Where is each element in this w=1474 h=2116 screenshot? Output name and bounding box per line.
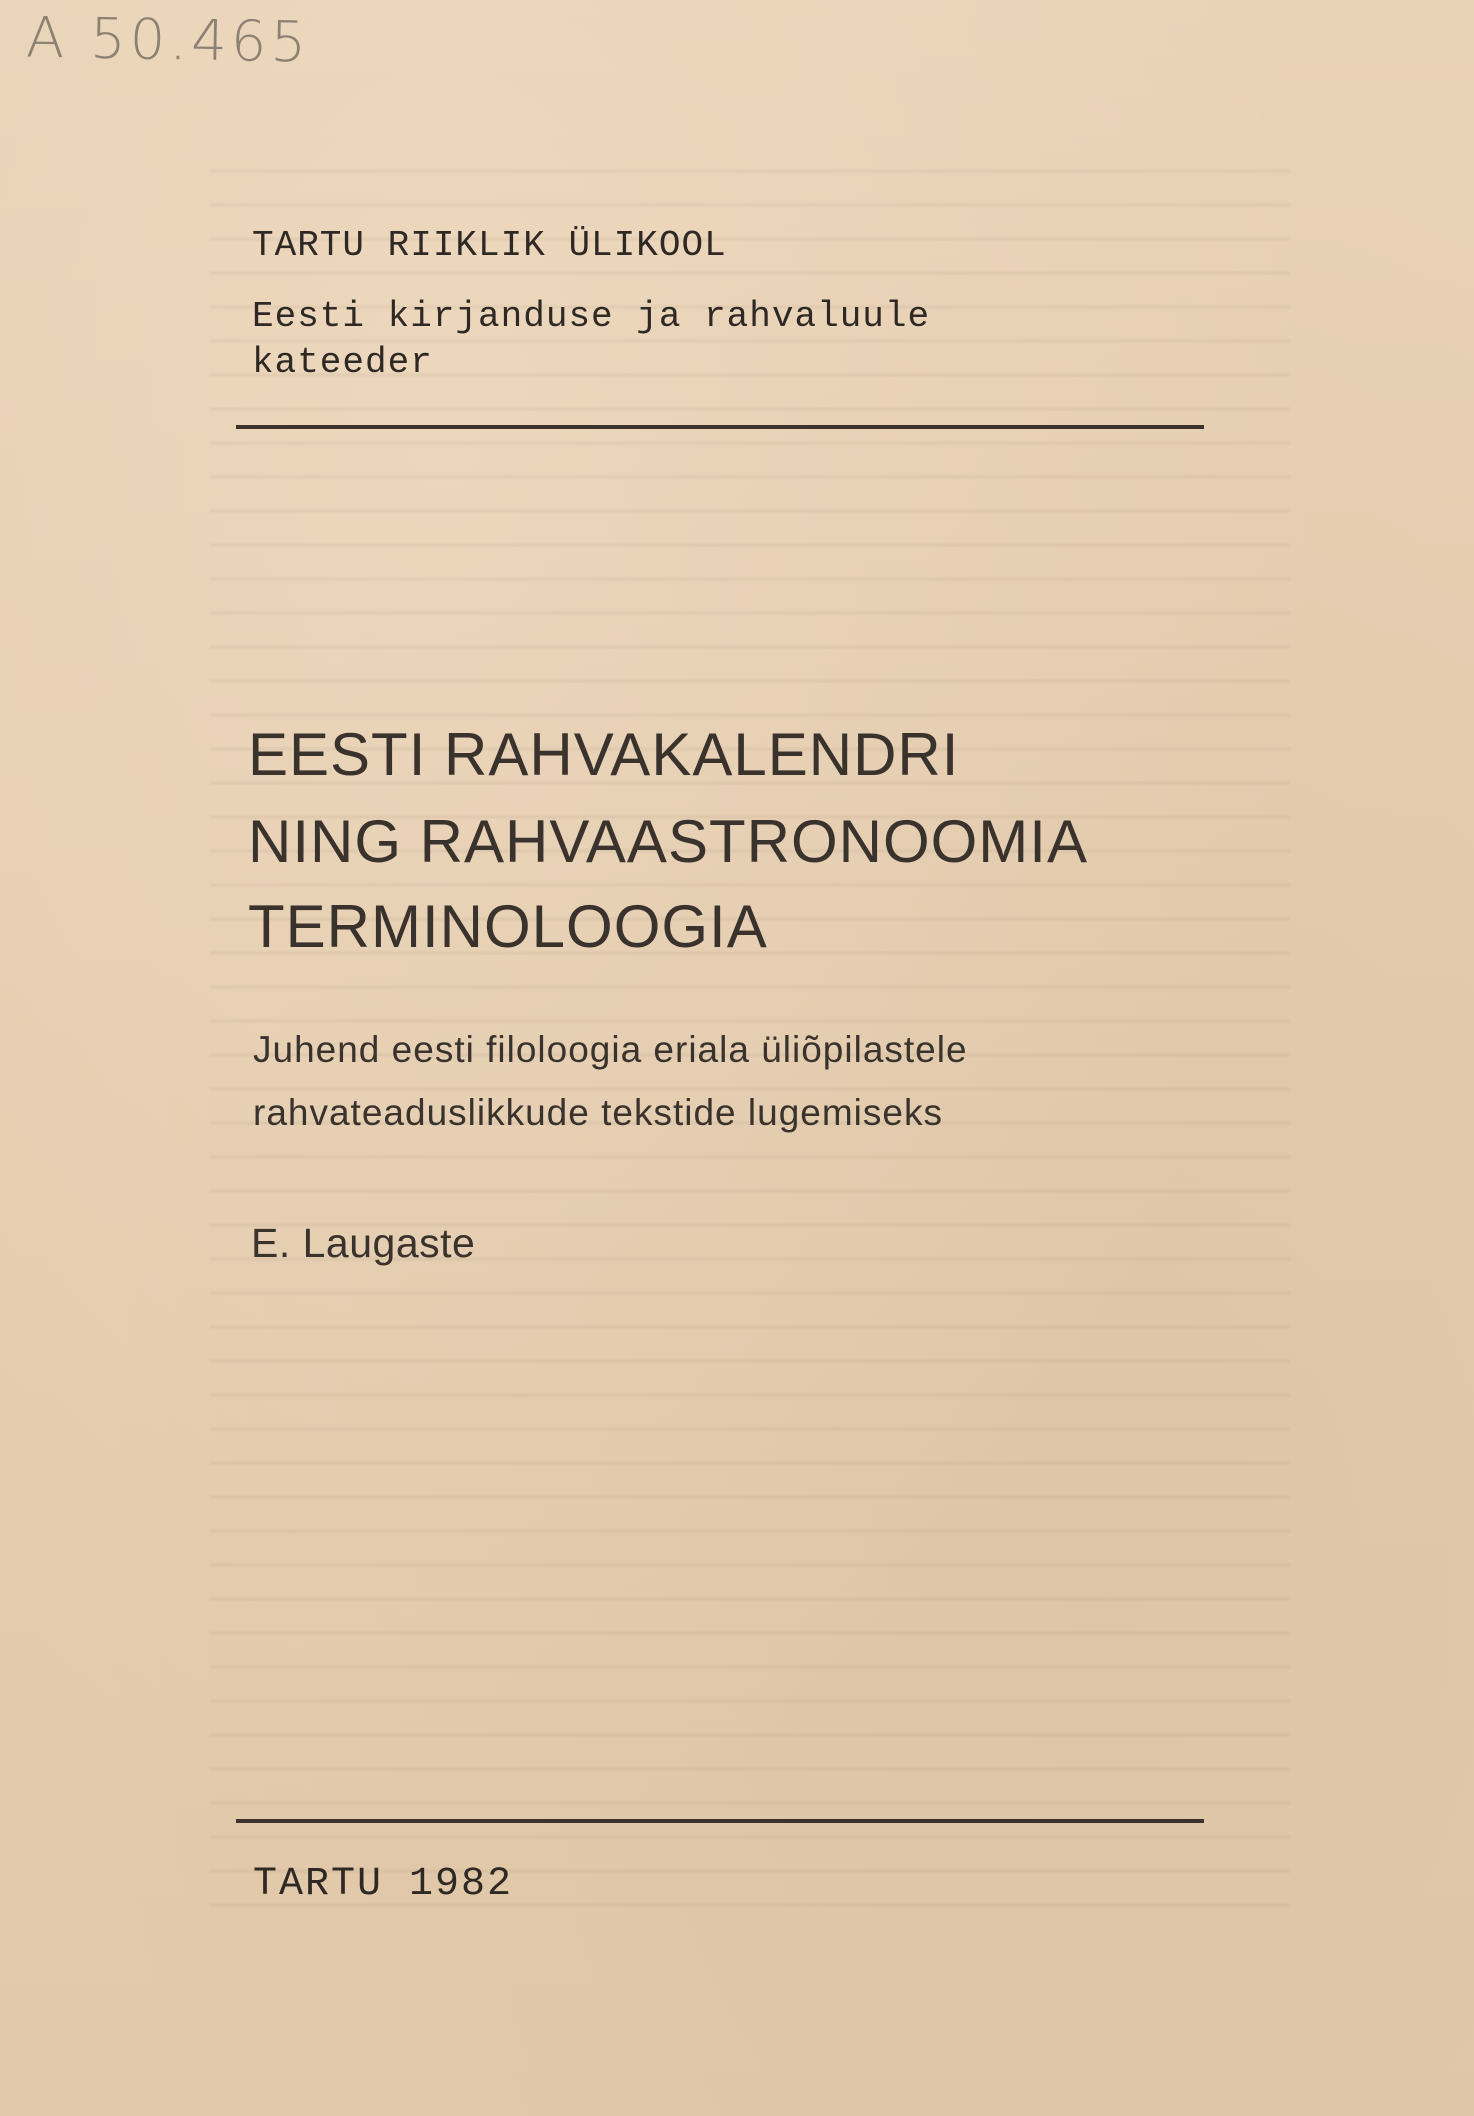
title-line-2: NING RAHVAASTRONOOMIA	[248, 808, 1088, 875]
bottom-rule	[236, 1819, 1204, 1823]
department-line-2: kateeder	[252, 342, 433, 383]
subtitle-line-1: Juhend eesti filoloogia eriala üliõpilastele	[253, 1029, 968, 1070]
university-name: TARTU RIIKLIK ÜLIKOOL	[252, 225, 727, 266]
title-line-1: EESTI RAHVAKALENDRI	[248, 721, 960, 788]
title-line-3: TERMINOLOOGIA	[248, 893, 768, 960]
accession-mark: A 50.465	[25, 5, 311, 76]
author-name: E. Laugaste	[251, 1220, 476, 1266]
imprint-place-year: TARTU 1982	[253, 1862, 514, 1907]
department-line-1: Eesti kirjanduse ja rahvaluule	[252, 296, 931, 337]
subtitle-line-2: rahvateaduslikkude tekstide lugemiseks	[253, 1092, 943, 1133]
top-rule	[236, 425, 1204, 429]
